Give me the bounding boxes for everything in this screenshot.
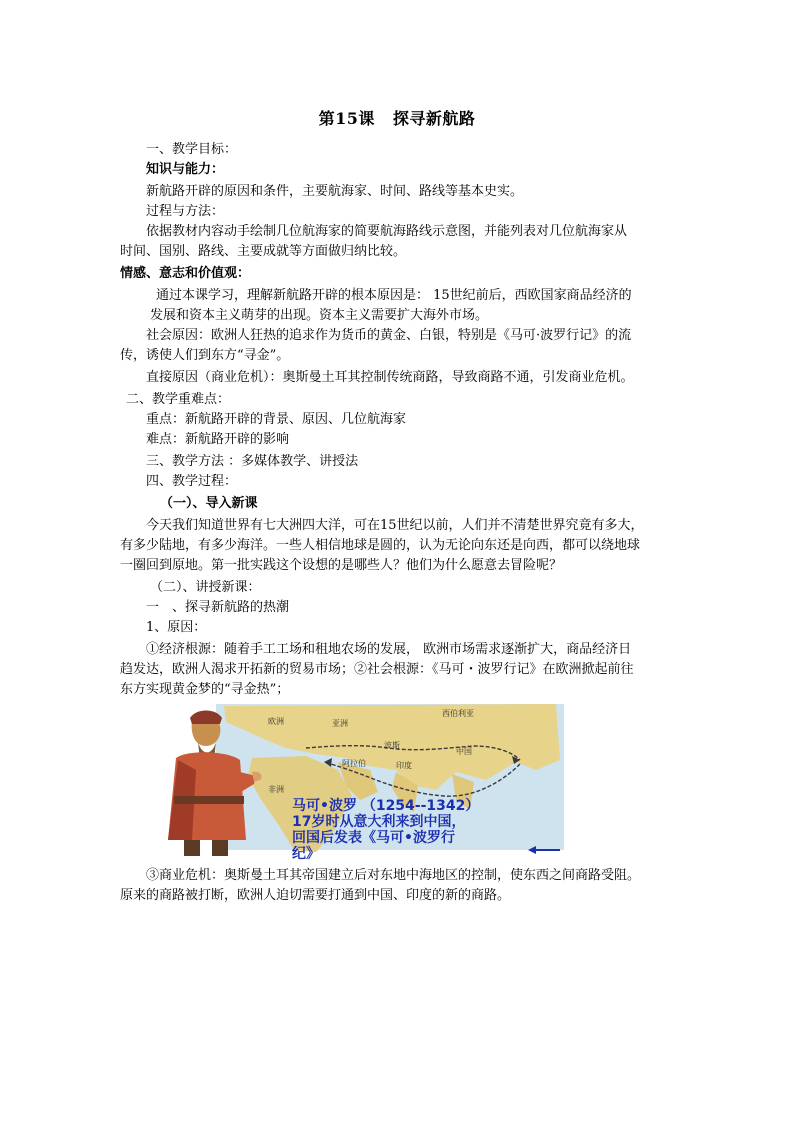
body-line: 东方实现黄金梦的“寻金热”； [120, 682, 290, 697]
section-heading: 知识与能力： [146, 162, 225, 177]
body-line: 趋发达，欧洲人渴求开拓新的贸易市场；②社会根源：《马可・波罗行记》在欧洲掀起前往 [120, 662, 634, 677]
map-label-persia: 波斯 [384, 741, 400, 750]
figure-caption-line-4: 纪》 [292, 846, 320, 862]
body-line: 三、教学方法 ：多媒体教学、讲授法 [146, 454, 359, 469]
body-line: 今天我们知道世界有七大洲四大洋，可在15世纪以前，人们并不清楚世界究竟有多大， [146, 518, 644, 533]
body-line: 新航路开辟的原因和条件，主要航海家、时间、路线等基本史实。 [146, 184, 524, 199]
body-line: 原来的商路被打断，欧洲人迫切需要打通到中国、印度的新的商路。 [120, 888, 511, 903]
map-label-europe: 欧洲 [268, 717, 284, 726]
figure-caption-line-2: 17岁时从意大利来到中国， [292, 814, 466, 830]
map-label-arabia: 阿拉伯 [342, 759, 366, 768]
body-line: （二）、讲授新课： [150, 580, 261, 595]
body-line: 传，诱使人们到东方“寻金”。 [120, 348, 290, 363]
body-line: 有多少陆地，有多少海洋。一些人相信地球是圆的，认为无论向东还是向西，都可以绕地球 [120, 538, 641, 553]
marco-polo-figure [156, 700, 568, 862]
figure-caption-line-1: 马可•波罗 （1254--1342） [292, 798, 480, 814]
body-line: 一 、探寻新航路的热潮 [146, 600, 290, 615]
body-line: 1、原因： [146, 620, 207, 635]
body-line: 直接原因（商业危机）：奥斯曼土耳其控制传统商路，导致商路不通，引发商业危机。 [146, 370, 634, 385]
map-label-india: 印度 [396, 761, 412, 770]
body-line: ③商业危机：奥斯曼土耳其帝国建立后对东地中海地区的控制，使东西之间商路受阻。 [146, 868, 641, 883]
body-line: ①经济根源：随着手工工场和租地农场的发展， 欧洲市场需求逐渐扩大，商品经济日 [146, 642, 632, 657]
body-line: 依据教材内容动手绘制几位航海家的简要航海路线示意图，并能列表对几位航海家从 [146, 224, 628, 239]
map-label-asia: 亚洲 [332, 719, 348, 728]
map-label-siberia: 西伯利亚 [442, 709, 474, 718]
figure-caption-line-3: 回国后发表《马可•波罗行 [292, 830, 455, 846]
body-line: 难点：新航路开辟的影响 [146, 432, 290, 447]
body-line: 时间、国别、路线、主要成就等方面做归纳比较。 [120, 244, 407, 259]
map-label-africa: 非洲 [268, 785, 284, 794]
page-title [0, 106, 794, 129]
body-line: 二、教学重难点： [126, 392, 231, 407]
body-line: 发展和资本主义萌芽的出现。资本主义需要扩大海外市场。 [150, 308, 489, 323]
body-line: 重点：新航路开辟的背景、原因、几位航海家 [146, 412, 407, 427]
body-line: 一、教学目标： [146, 142, 238, 157]
body-line: 过程与方法： [146, 204, 225, 219]
body-line: 四、教学过程： [146, 474, 238, 489]
body-line: 通过本课学习，理解新航路开辟的根本原因是： 15世纪前后，西欧国家商品经济的 [156, 288, 632, 303]
body-line: 一圈回到原地。第一批实践这个设想的是哪些人？他们为什么愿意去冒险呢？ [120, 558, 563, 573]
body-line: 社会原因：欧洲人狂热的追求作为货币的黄金、白银，特别是《马可·波罗行记》的流 [146, 328, 632, 343]
lesson-number: 第15课 [318, 109, 375, 128]
section-heading: （一）、导入新课 [160, 496, 258, 511]
map-label-china: 中国 [456, 747, 472, 756]
lesson-topic: 探寻新航路 [392, 109, 476, 128]
section-heading: 情感、意志和价值观： [120, 266, 251, 281]
